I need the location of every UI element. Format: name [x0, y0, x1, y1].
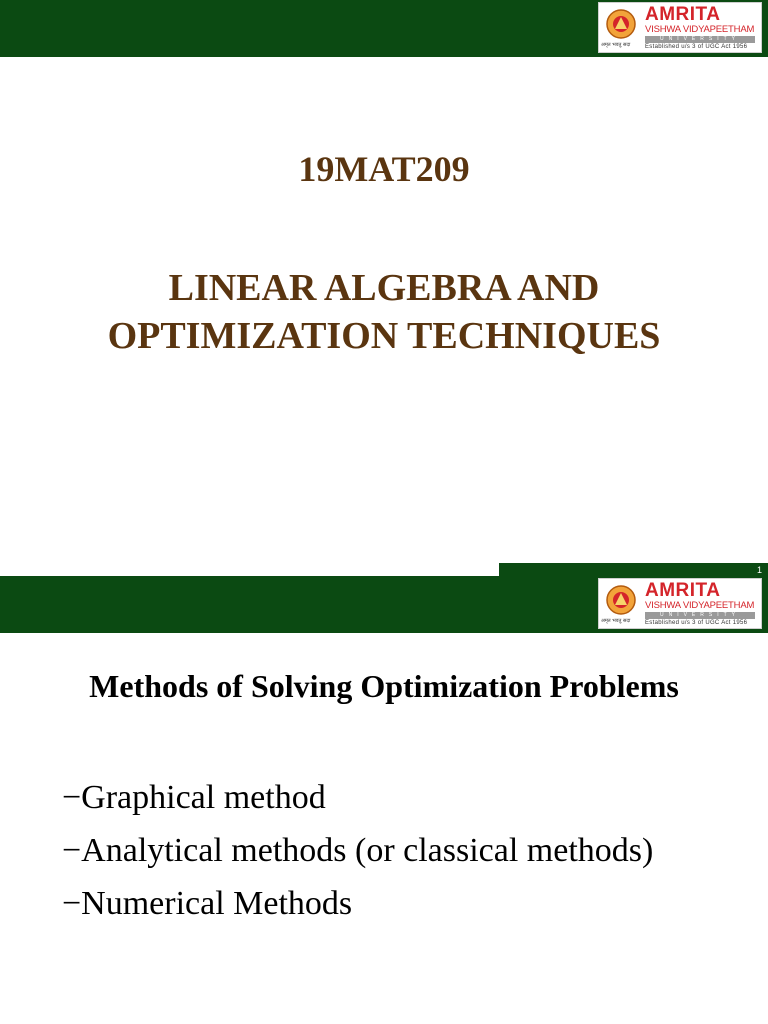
slide-heading: Methods of Solving Optimization Problems [89, 668, 679, 704]
university-logo [598, 2, 762, 53]
logo-established: Established u/s 3 of UGC Act 1956 [645, 44, 748, 50]
course-title-line-1: LINEAR ALGEBRA AND [168, 267, 600, 309]
header-bar [0, 0, 768, 57]
bullet-item: −Numerical Methods [62, 885, 353, 922]
logo-subtitle: VISHWA VIDYAPEETHAM [645, 600, 755, 611]
logo-university: UNIVERSITY [645, 612, 755, 619]
logo-university: UNIVERSITY [645, 36, 755, 43]
university-logo [598, 578, 762, 629]
bullet-item: −Analytical methods (or classical methods) [62, 832, 654, 869]
logo-name: AMRITA [645, 580, 721, 601]
logo-established: Established u/s 3 of UGC Act 1956 [645, 620, 748, 626]
logo-name: AMRITA [645, 4, 721, 25]
course-title-line-2: OPTIMIZATION TECHNIQUES [107, 315, 661, 357]
bullet-item: −Graphical method [62, 779, 326, 816]
logo-hindi-motto: अमृत भवतु सदा [601, 42, 631, 48]
header-bar [0, 576, 768, 633]
logo-hindi-motto: अमृत भवतु सदा [601, 618, 631, 624]
footer-bar [499, 563, 768, 576]
logo-subtitle: VISHWA VIDYAPEETHAM [645, 24, 755, 35]
course-code: 19MAT209 [298, 149, 470, 189]
page-number: 1 [756, 565, 762, 575]
emblem-icon [606, 9, 636, 39]
emblem-icon [606, 585, 636, 615]
slide-2 [0, 576, 768, 1024]
